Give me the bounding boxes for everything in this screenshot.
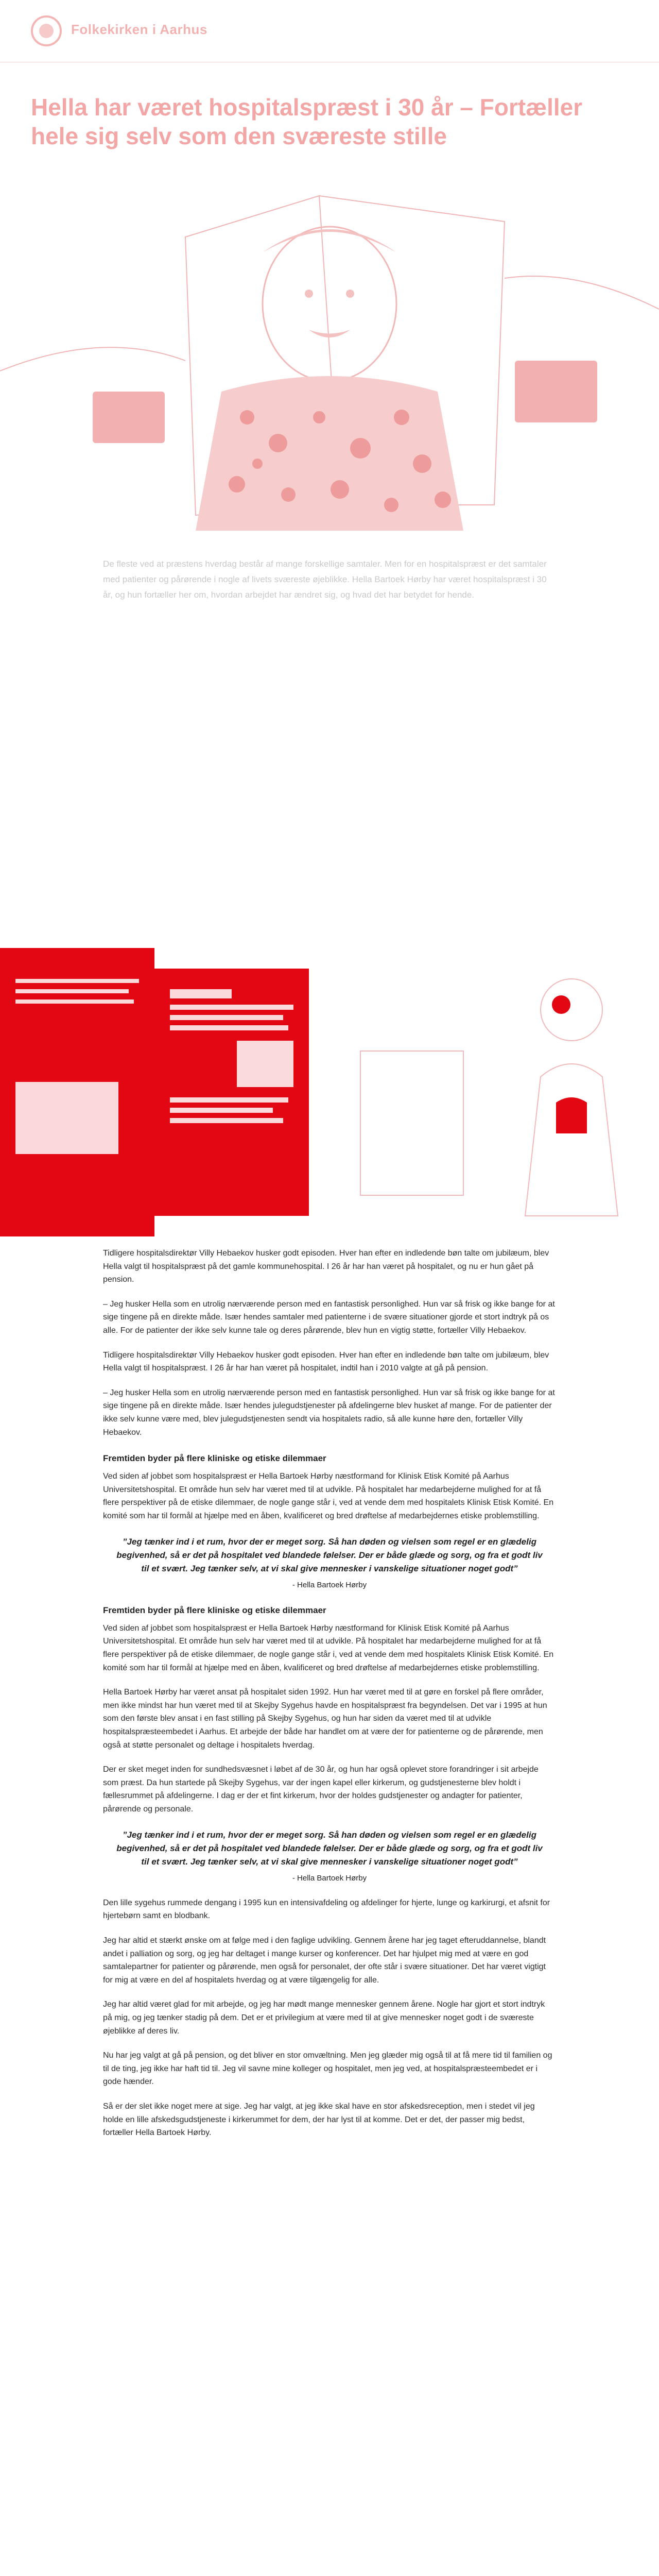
article-paragraph: Den lille sygehus rummede dengang i 1995 kun en intensivafdeling og afdelinger for hjerte, lunge og karkirurgi, et afsnit for hjertebørn samt en blodbank. (103, 1898, 550, 1921)
pull-quote (113, 1535, 546, 1591)
pull-quote-author: - Hella Bartoek Hørby (292, 1580, 367, 1589)
site-header (0, 0, 659, 62)
article-intro: De fleste ved at præstens hverdag består af mange forskellige samtaler. Men for en hospitalspræst er det samtaler med patienter og pårørende i nogle af livets sværeste øjeblikke. Hella Bartoek Hørby har været hospitalspræst i 30 år, og hun fortæller her om, hvordan arbejdet har ændret sig, og hvad det har betydet for hende. (103, 559, 547, 600)
photo-collage (0, 948, 659, 1236)
pull-quote-text: ”Jeg tænker ind i et rum, hvor der er meget sorg. Så han døden og vielsen som regel er en glædelig begivenhed, så er det på hospitalet ved blandede følelser. Der er både glæde og sorg, og fra et godt liv til et svært. Jeg tænker selv, at vi skal give mennesker i vanskelige situationer noget godt” (116, 1536, 543, 1574)
article-paragraph: Så er der slet ikke noget mere at sige. Jeg har valgt, at jeg ikke skal have en stor afskedsreception, men i stedet vil jeg holde en lille afskedsgudstjeneste i kirkerummet for dem, der har lyst til at komme. Det er det, der passer mig bedst, fortæller Hella Bartoek Hørby. (103, 2102, 535, 2138)
article-paragraph: Tidligere hospitalsdirektør Villy Hebaekov husker godt episoden. Hver han efter en indledende bøn talte om jubilæum, blev Hella valgt til hospitalspræst på det gamle kommunehospital. I 26 år har han været på hospitalet, og nu er hun gået på pension. (103, 1249, 549, 1284)
article-paragraph: Ved siden af jobbet som hospitalspræst er Hella Bartoek Hørby næstformand for Klinisk Etisk Komité på Aarhus Universitetshospital. Et område hun selv har været med til at udvikle. På hospitalet har medarbejderne mulighed for at få flere perspektiver på de etiske dilemmaer, de nogle gange står i, ved at vende dem med hospitalets Klinisk Etisk Komité. En komité som har til formål at hjælpe med en åben, kvalificeret og bred drøftelse af medarbejdernes etiske problemstilling. (103, 1623, 554, 1672)
article-paragraph: – Jeg husker Hella som en utrolig nærværende person med en fantastisk personlighed. Hun var så frisk og ikke bange for at sige tingene på en direkte måde. Især hendes julegudstjenester på afdelingerne blev husket af mange. For de patienter der ikke selv kunne være med, blev julegudstjenesten sendt via hospitalets radio, så alle kunne høre den, fortæller Villy Hebaekov. (103, 1388, 555, 1437)
hero-portrait-graphic (0, 175, 659, 531)
section-heading: Fremtiden byder på flere kliniske og etiske dilemmaer (103, 1453, 326, 1464)
pull-quote-text: ”Jeg tænker ind i et rum, hvor der er meget sorg. Så han døden og vielsen som regel er en glædelig begivenhed, så er det på hospitalet ved blandede følelser. Der er både glæde og sorg, og fra et godt liv til et svært. Jeg tænker selv, at vi skal give mennesker i vanskelige situationer noget godt” (116, 1829, 543, 1867)
article-paragraph: Jeg har altid været glad for mit arbejde, og jeg har mødt mange mennesker gennem årene. Nogle har gjort et stort indtryk på mig, og jeg tænker stadig på dem. Det er et privilegium at være med til at give mennesker noget godt i de sværeste øjeblikke af deres liv. (103, 2000, 545, 2036)
site-name: Folkekirken i Aarhus (71, 22, 207, 37)
article-paragraph: Ved siden af jobbet som hospitalspræst er Hella Bartoek Hørby næstformand for Klinisk Etisk Komité på Aarhus Universitetshospital. Et område hun selv har været med til at udvikle. På hospitalet har medarbejderne mulighed for at få flere perspektiver på de etiske dilemmaer, de nogle gange står i, ved at vende dem med hospitalets Klinisk Etisk Komité. En komité som har til formål at hjælpe med en åben, kvalificeret og bred drøftelse af medarbejdernes etiske problemstilling. (103, 1472, 554, 1520)
article-section-4 (103, 1896, 556, 2140)
article-title: Hella har været hospitalspræst i 30 år – Fortæller hele sig selv som den sværeste stille (31, 94, 583, 150)
article-paragraph: Tidligere hospitalsdirektør Villy Hebaekov husker godt episoden. Hver han efter en indledende bøn talte om jubilæum, blev Hella valgt til hospitalspræst. I 26 år har han været på hospitalet, indtil han i 2010 valgte at gå på pension. (103, 1350, 549, 1373)
article-paragraph: Der er sket meget inden for sundhedsvæsnet i løbet af de 30 år, og hun har også oplevet store forandringer i sit arbejde som præst. Da hun startede på Skejby Sygehus, var der ingen kapel eller kirkerum, og gudstjenesterne blev holdt i fællesrummet på afdelingerne. I dag er der et fint kirkerum, hvor der holdes gudstjenester og andagter for patienter, pårørende og personale. (103, 1765, 539, 1814)
collage-graphic (0, 948, 659, 1236)
article-section-2 (103, 1453, 556, 1591)
article-paragraph: Nu har jeg valgt at gå på pension, og det bliver en stor omvæltning. Men jeg glæder mig også til at få mere tid til familien og til de ting, jeg ikke har haft tid til. Jeg vil savne mine kolleger og hospitalet, men jeg ved, at hospitalspræsteembedet er i gode hænder. (103, 2051, 552, 2087)
hero-image (0, 175, 659, 531)
article-section-1 (103, 1247, 556, 1439)
article-paragraph: Hella Bartoek Hørby har været ansat på hospitalet siden 1992. Hun har været med til at gøre en forskel på flere områder, men ikke mindst har hun været med til at Skejby Sygehus havde en hospitalspræst fra begyndelsen. Det var i 1995 at hun som den første blev ansat i en fast stilling på Skejby Sygehus, og hun har siden da været med til at udvikle hospitalspræsteembedet i Aarhus. Et arbejde der både har handlet om at være der for patienterne og de pårørende, men også at støtte personalet og deltage i hospitalets hverdag. (103, 1688, 547, 1750)
pull-quote-author: - Hella Bartoek Hørby (292, 1873, 367, 1883)
article-section-3 (103, 1605, 556, 1884)
seal-logo-icon (31, 15, 62, 46)
article-paragraph: – Jeg husker Hella som en utrolig nærværende person med en fantastisk personlighed. Hun var så frisk og ikke bange for at sige tingene på en direkte måde. Især hendes samtaler med patienterne i de svære situationer gjorde et stort indtryk på os alle. For de patienter der ikke selv kunne tale og deres pårørende, blev hun en vigtig støtte, fortæller Villy Hebaekov. (103, 1299, 555, 1335)
section-heading: Fremtiden byder på flere kliniske og etiske dilemmaer (103, 1605, 326, 1615)
article-body (103, 1247, 556, 2151)
article-paragraph: Jeg har altid et stærkt ønske om at følge med i den faglige udvikling. Gennem årene har jeg taget efteruddannelse, blandt andet i palliation og sorg, og jeg har deltaget i mange kurser og konferencer. Det har hjulpet mig med at være en god samtalepartner for patienter og pårørende, men også for personalet, der ofte står i svære situationer. Det har været vigtigt for mig at være en del af hospitalets hverdag og at være tilgængelig for alle. (103, 1936, 546, 1985)
pull-quote (113, 1828, 546, 1884)
